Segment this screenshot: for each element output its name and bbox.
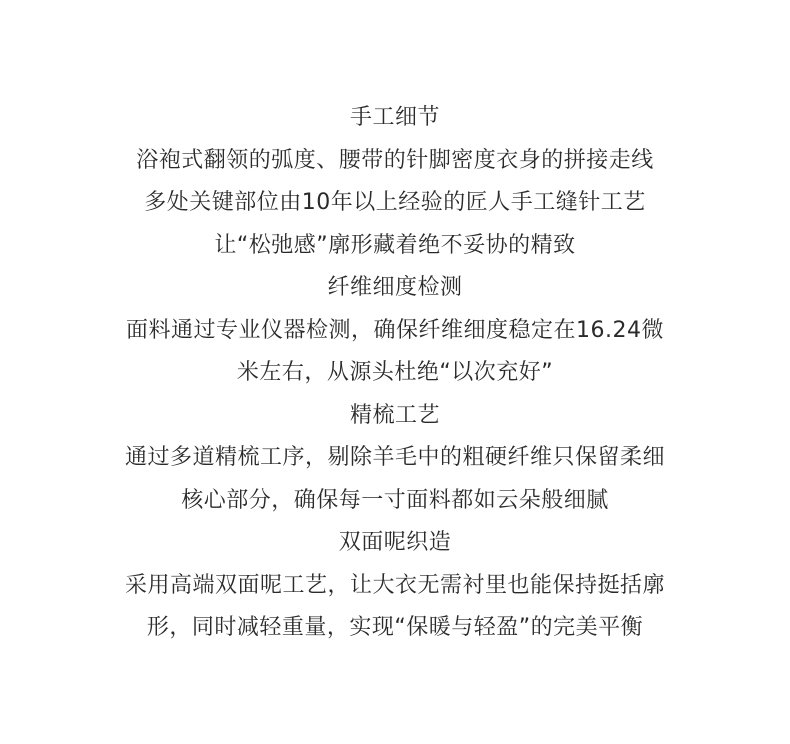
product-detail-text: [0, 97, 790, 650]
paragraph-line: 浴袍式翻领的弧度、腰带的针脚密度衣身的拼接走线: [136, 147, 654, 173]
section-heading: 双面呢织造: [338, 530, 452, 555]
paragraph-line: 米左右，从源头杜绝“以次充好”: [236, 360, 554, 385]
paragraph-line: 通过多道精梳工序，剔除羊毛中的粗硬纤维只保留柔细: [124, 445, 665, 470]
section-heading: 纤维细度检测: [327, 275, 463, 300]
section-handcraft: [0, 97, 790, 267]
section-combing: [0, 395, 790, 523]
section-heading: 手工细节: [349, 105, 440, 130]
section-double-face: [0, 522, 790, 650]
section-fiber-test: [0, 267, 790, 395]
paragraph-line: 核心部分，确保每一寸面料都如云朵般细腻: [181, 487, 609, 513]
paragraph-line: 让“松弛感”廓形藏着绝不妥协的精致: [214, 232, 576, 258]
paragraph-line: 面料通过专业仪器检测，确保纤维细度稳定在16.24微: [126, 317, 664, 343]
paragraph-line: 多处关键部位由10年以上经验的匠人手工缝针工艺: [144, 190, 646, 215]
section-heading: 精梳工艺: [349, 402, 440, 428]
paragraph-line: 采用高端双面呢工艺，让大衣无需衬里也能保持挺括廓: [124, 572, 665, 598]
paragraph-line: 形，同时减轻重量，实现“保暖与轻盈”的完美平衡: [146, 615, 644, 640]
